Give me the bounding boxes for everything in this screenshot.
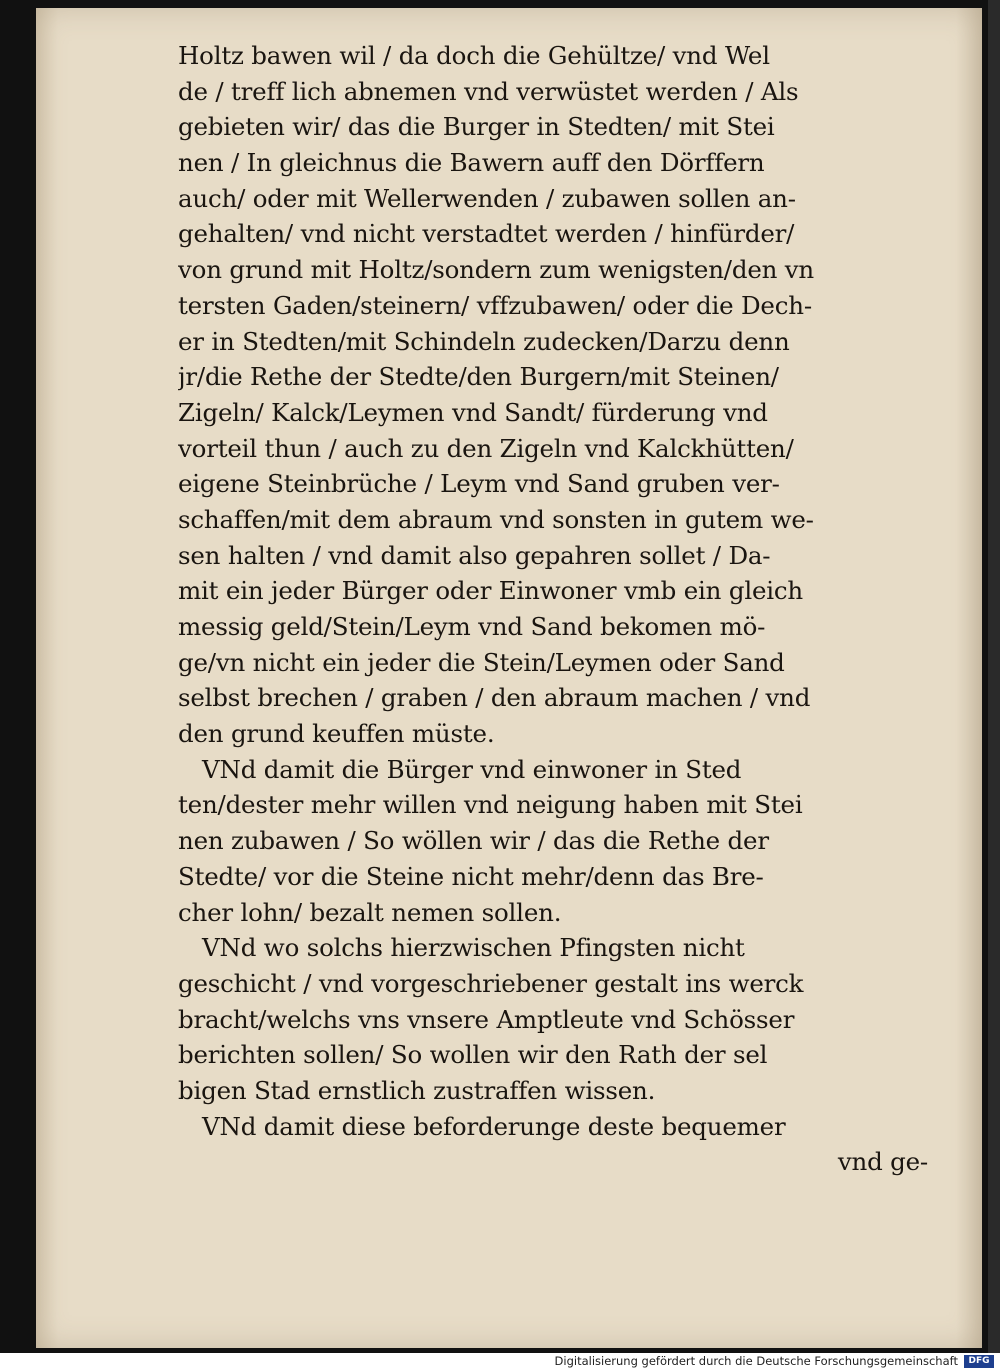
text-line: sen halten / vnd damit also gepahren sollet / Da- bbox=[178, 540, 771, 570]
text-line: nen zubawen / So wöllen wir / das die Rethe der bbox=[178, 826, 769, 856]
text-line: Holtz bawen wil / da doch die Gehültze/ vnd Wel bbox=[178, 41, 770, 70]
text-line: schaffen/mit dem abraum vnd sonsten in gutem we- bbox=[178, 504, 814, 534]
text-line: mit ein jeder Bürger oder Einwoner vmb ein gleich bbox=[178, 576, 803, 606]
text-line: gehalten/ vnd nicht verstadtet werden / hinfürder/ bbox=[178, 219, 795, 249]
paragraph-start-line: VNd damit die Bürger vnd einwoner in Sted bbox=[202, 754, 742, 784]
text-line: Zigeln/ Kalck/Leymen vnd Sandt/ fürderung vnd bbox=[178, 397, 768, 427]
paragraph-start-line: VNd damit diese beforderunge deste bequemer bbox=[202, 1111, 786, 1141]
text-line: de / treff lich abnemen vnd verwüstet werden / Als bbox=[178, 76, 799, 106]
text-line: cher lohn/ bezalt nemen sollen. bbox=[178, 897, 562, 927]
text-line: ten/dester mehr willen vnd neigung haben mit Stei bbox=[178, 790, 803, 820]
text-line: Stedte/ vor die Steine nicht mehr/denn das Bre- bbox=[178, 861, 764, 891]
text-line: vorteil thun / auch zu den Zigeln vnd Kalckhütten/ bbox=[178, 433, 794, 463]
text-line: messig geld/Stein/Leym vnd Sand bekomen mö- bbox=[178, 612, 766, 641]
text-line: bracht/welchs vns vnsere Amptleute vnd Schösser bbox=[178, 1004, 795, 1034]
text-line: bigen Stad ernstlich zustraffen wissen. bbox=[178, 1075, 656, 1105]
funding-notice: Digitalisierung gefördert durch die Deutsche Forschungsgemeinschaft bbox=[554, 1354, 958, 1368]
text-line: eigene Steinbrüche / Leym vnd Sand gruben ver- bbox=[178, 469, 780, 499]
text-line: gebieten wir/ das die Burger in Stedten/ mit Stei bbox=[178, 112, 775, 142]
text-line: geschicht / vnd vorgeschriebener gestalt ins werck bbox=[178, 968, 804, 998]
text-line: selbst brechen / graben / den abraum machen / vnd bbox=[178, 683, 811, 713]
paragraph-start-line: VNd wo solchs hierzwischen Pfingsten nicht bbox=[202, 933, 745, 963]
text-line: auch/ oder mit Wellerwenden / zubawen sollen an- bbox=[178, 183, 796, 213]
text-line: jr/die Rethe der Stedte/den Burgern/mit Steinen/ bbox=[178, 362, 779, 392]
text-line: von grund mit Holtz/sondern zum wenigsten/den vn bbox=[178, 255, 815, 285]
catchword: vnd ge- bbox=[837, 1147, 928, 1177]
text-line: ge/vn nicht ein jeder die Stein/Leymen oder Sand bbox=[178, 647, 785, 677]
text-line: den grund keuffen müste. bbox=[178, 719, 495, 749]
text-line: nen / In gleichnus die Bawern auff den Dörffern bbox=[178, 148, 765, 178]
text-line: tersten Gaden/steinern/ vffzubawen/ oder die Dech- bbox=[178, 290, 812, 320]
text-line: er in Stedten/mit Schindeln zudecken/Darzu denn bbox=[178, 326, 790, 356]
dfg-logo: DFG bbox=[964, 1355, 994, 1368]
page-text bbox=[178, 38, 938, 1180]
scan-edge-strip bbox=[988, 0, 1000, 1353]
text-line: berichten sollen/ So wollen wir den Rath der sel bbox=[178, 1040, 768, 1070]
